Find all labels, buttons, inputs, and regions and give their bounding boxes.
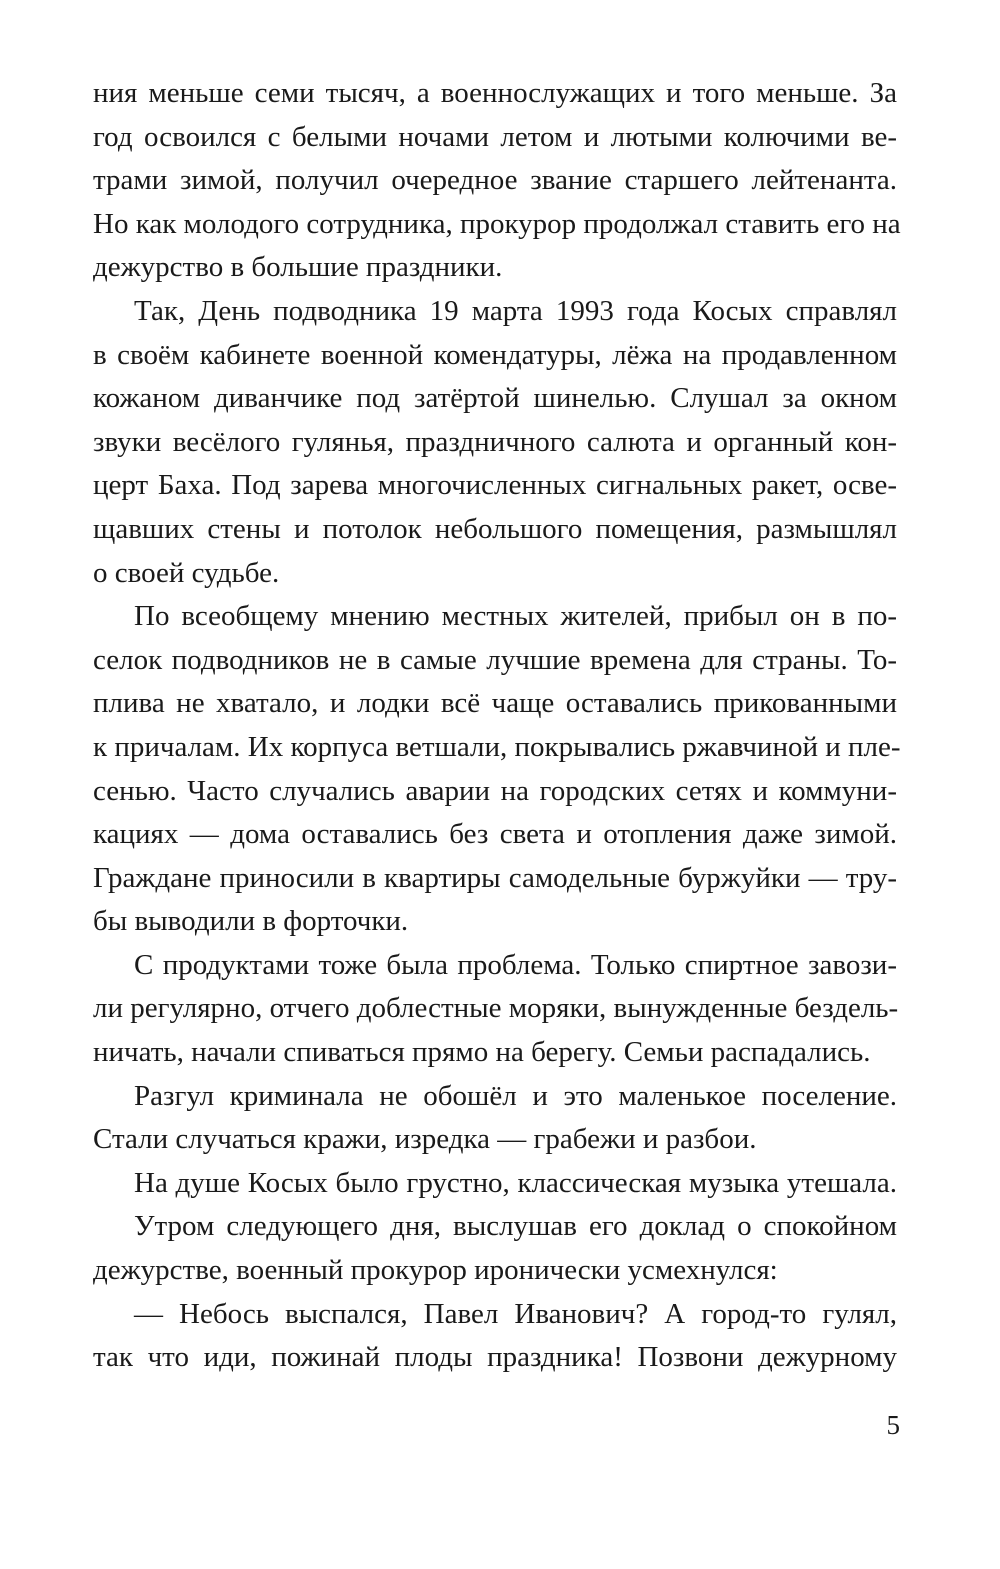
- text-line: звуки весёлого гулянья, праздничного салюта и органный кон-: [93, 425, 897, 458]
- text-line: селок подводников не в самые лучшие времена для страны. То-: [93, 643, 897, 676]
- text-line: дежурство в большие праздники.: [93, 251, 503, 284]
- paragraph-1: [93, 72, 901, 290]
- text-line: плива не хватало, и лодки всё чаще оставались прикованными: [93, 687, 897, 720]
- text-line: о своей судьбе.: [93, 556, 280, 589]
- paragraph-6: [93, 1162, 897, 1206]
- text-line: год освоился с белыми ночами летом и лютыми колючими ве-: [93, 120, 897, 153]
- paragraph-4: [93, 944, 897, 1075]
- text-line: Граждане приносили в квартиры самодельные буржуйки — тру-: [93, 861, 897, 894]
- page-number: 5: [886, 1410, 900, 1440]
- text-line: Так, День подводника 19 марта 1993 года Косых справлял: [134, 294, 897, 327]
- text-line: Но как молодого сотрудника, прокурор продолжал ставить его на: [93, 207, 901, 240]
- text-line: С продуктами тоже была проблема. Только спиртное завози-: [134, 948, 897, 981]
- body-text: [93, 72, 901, 1380]
- paragraph-3: [93, 595, 901, 944]
- paragraph-8: [93, 1293, 897, 1380]
- text-line: ли регулярно, отчего доблестные моряки, вынужденные бездель-: [93, 992, 899, 1025]
- paragraph-7: [93, 1205, 897, 1292]
- text-line: в своём кабинете военной комендатуры, лёжа на продавленном: [93, 338, 897, 371]
- text-line: щавших стены и потолок небольшого помещения, размышлял: [93, 512, 897, 545]
- text-line: По всеобщему мнению местных жителей, прибыл он в по-: [134, 600, 897, 633]
- text-line: сенью. Часто случались аварии на городских сетях и коммуни-: [93, 774, 897, 807]
- paragraph-2: [93, 290, 897, 595]
- text-line: Разгул криминала не обошёл и это маленькое поселение.: [134, 1079, 897, 1112]
- text-line: Стали случаться кражи, изредка — грабежи и разбои.: [93, 1123, 757, 1156]
- text-line: церт Баха. Под зарева многочисленных сигнальных ракет, осве-: [93, 469, 897, 502]
- text-line: кожаном диванчике под затёртой шинелью. Слушал за окном: [93, 382, 897, 415]
- text-line: бы выводили в форточки.: [93, 905, 409, 938]
- text-line: кациях — дома оставались без света и отопления даже зимой.: [93, 818, 897, 851]
- text-line: дежурстве, военный прокурор иронически усмехнулся:: [93, 1254, 778, 1287]
- paragraph-5: [93, 1075, 897, 1162]
- text-line: так что иди, пожинай плоды праздника! Позвони дежурному: [93, 1341, 897, 1374]
- text-line: Утром следующего дня, выслушав его доклад о спокойном: [134, 1210, 897, 1243]
- text-line: — Небось выспался, Павел Иванович? А город-то гулял,: [134, 1297, 897, 1330]
- text-line: трами зимой, получил очередное звание старшего лейтенанта.: [93, 164, 897, 197]
- text-line: ничать, начали спиваться прямо на берегу. Семьи распадались.: [93, 1036, 871, 1069]
- text-line: ния меньше семи тысяч, а военнослужащих и того меньше. За: [93, 77, 897, 109]
- text-line: На душе Косых было грустно, классическая музыка утешала.: [134, 1166, 897, 1199]
- text-line: к причалам. Их корпуса ветшали, покрывались ржавчиной и пле-: [93, 730, 901, 763]
